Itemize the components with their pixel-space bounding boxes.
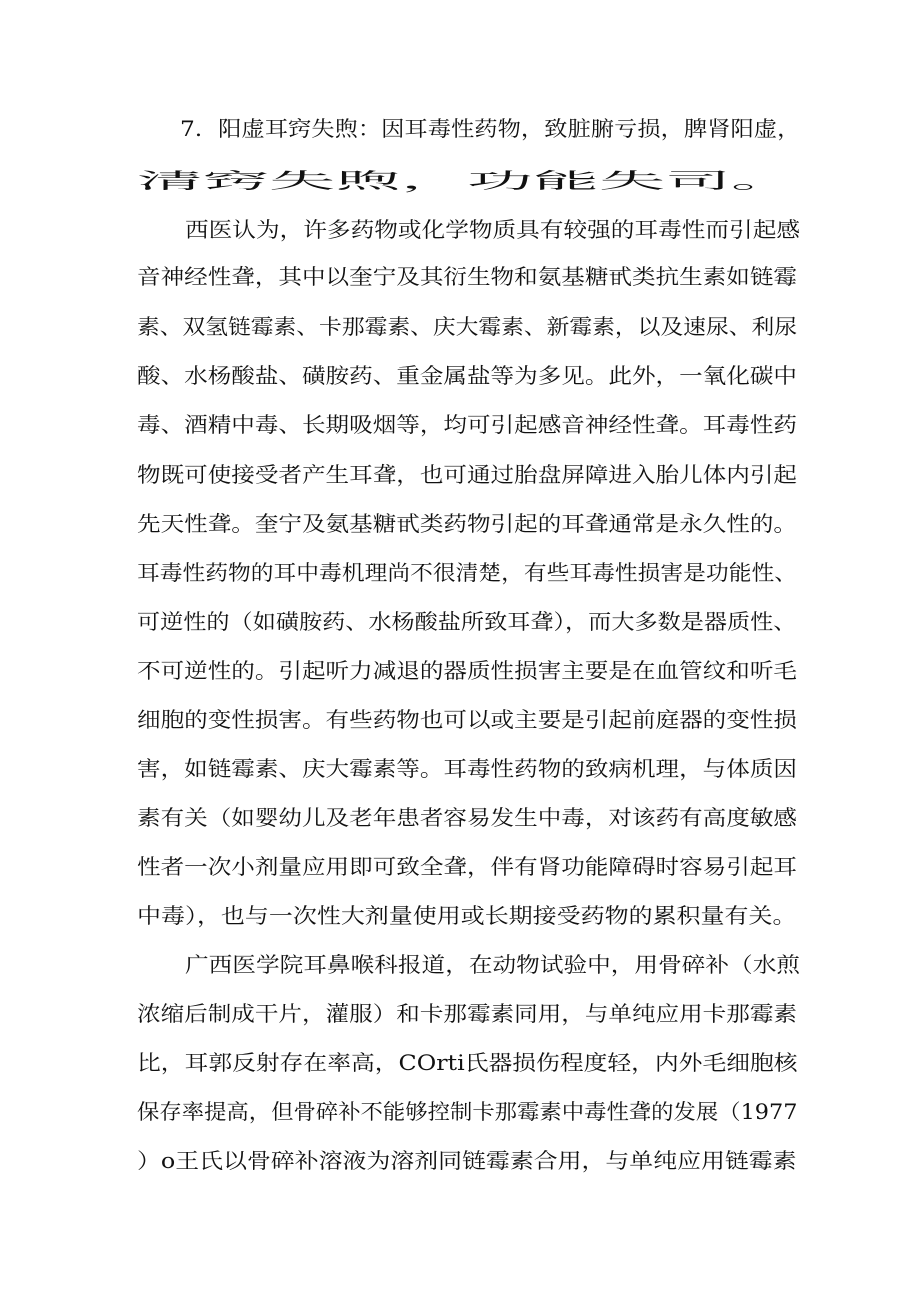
text-line: 浓缩后制成干片，灌服）和卡那霉素同用，与单纯应用卡那霉素: [137, 1002, 797, 1026]
text-line: 中毒），也与一次性大剂量使用或长期接受药物的累积量有关。: [137, 904, 797, 928]
text-line: 素、双氢链霉素、卡那霉素、庆大霉素、新霉素，以及速尿、利尿: [137, 315, 797, 339]
text-line: 素有关（如婴幼儿及老年患者容易发生中毒，对该药有高度敏感: [137, 806, 797, 830]
text-line: 清窍失煦，功能失司。: [137, 169, 798, 193]
text-line: 物既可使接受者产生耳聋，也可通过胎盘屏障进入胎儿体内引起: [137, 463, 797, 487]
text-line: 害，如链霉素、庆大霉素等。耳毒性药物的致病机理，与体质因: [137, 757, 797, 781]
text-line: 细胞的变性损害。有些药物也可以或主要是引起前庭器的变性损: [137, 708, 797, 732]
text-line: 比，耳郭反射存在率高，COrti氏器损伤程度轻，内外毛细胞核: [137, 1051, 798, 1075]
text-line: 耳毒性药物的耳中毒机理尚不很清楚，有些耳毒性损害是功能性、: [137, 561, 797, 585]
text-line: 7．阳虚耳窍失煦：因耳毒性药物，致脏腑亏损，脾肾阳虚，: [180, 117, 801, 141]
text-line: 保存率提高，但骨碎补不能够控制卡那霉素中毒性聋的发展（1977: [137, 1100, 798, 1124]
text-line: 不可逆性的。引起听力减退的器质性损害主要是在血管纹和听毛: [137, 659, 797, 683]
text-line: 广西医学院耳鼻喉科报道，在动物试验中，用骨碎补（水煎: [185, 953, 801, 977]
text-line: 性者一次小剂量应用即可致全聋，伴有肾功能障碍时容易引起耳: [137, 855, 797, 879]
text-line: ）o王氏以骨碎补溶液为溶剂同链霉素合用，与单纯应用链霉素: [137, 1149, 797, 1173]
text-line: 西医认为，许多药物或化学物质具有较强的耳毒性而引起感: [185, 218, 801, 242]
text-line: 毒、酒精中毒、长期吸烟等，均可引起感音神经性聋。耳毒性药: [137, 413, 797, 437]
text-line: 酸、水杨酸盐、磺胺药、重金属盐等为多见。此外，一氧化碳中: [137, 364, 797, 388]
text-line: 音神经性聋，其中以奎宁及其衍生物和氨基糖甙类抗生素如链霉: [137, 265, 797, 289]
text-line: 先天性聋。奎宁及氨基糖甙类药物引起的耳聋通常是永久性的。: [137, 512, 797, 536]
text-line: 可逆性的（如磺胺药、水杨酸盐所致耳聋），而大多数是器质性、: [137, 610, 797, 634]
